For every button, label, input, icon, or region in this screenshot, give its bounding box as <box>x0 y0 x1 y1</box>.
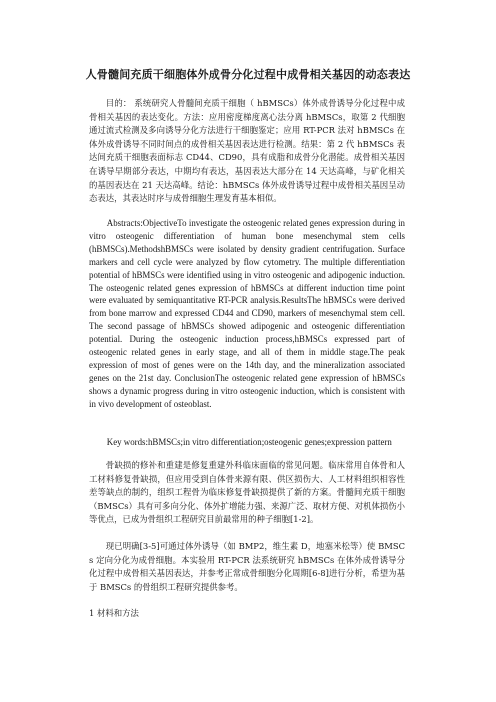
english-abstract: Abstracts:ObjectiveTo investigate the osteogenic related genes expression during in vitro osteogenic differentiation of human bone mesenchymal stem cells (hBMSCs).MethodshBMSCs were isolated by density gradient centrifugation. Surface markers and cell cycle were analyzed by flow cytometry. The multiple differentiation potential of hBMSCs were identified using in vitro osteogenic and adipogenic induction. The osteogenic related genes expression of hBMSCs at different induction time point were evaluated by semiquantitative RT-PCR analysis.ResultsThe hBMSCs were derived from bone marrow and expressed CD44 and CD90, markers of mesenchymal stem cell. The second passage of hBMSCs showed adipogenic and osteogenic differentiation potential. During the osteogenic induction process,hBMSCs expressed part of osteogenic related genes in early stage, and all of them in middle stage.The peak expression of most of genes were on the 14th day, and the mineralization associated genes on the 21st day. ConclusionThe osteogenic related gene expression of hBMSCs shows a dynamic progress during in vitro osteogenic induction, which is consistent with in vivo development of osteoblast. <box>89 218 405 409</box>
paper-title: 人骨髓间充质干细胞体外成骨分化过程中成骨相关基因的动态表达 <box>85 68 411 81</box>
introduction-paragraph: 骨缺损的修补和重建是修复重建外科临床面临的常见问题。临床常用自体骨和人工材料修复骨缺损，但应用受到自体骨来源有限、供区损伤大、人工材料组织相容性差等缺点的制约，组织工程骨为临床修复骨缺损提供了新的方案。骨髓间充质干细胞（BMSCs）具有可多向分化、体外扩增能力强、来源广泛、取材方便、对机体损伤小等优点，已成为骨组织工程研究目前最常用的种子细胞[1-2]。 <box>89 460 405 525</box>
introduction-paragraph: 现已明确[3-5]可通过体外诱导（如 BMP2，维生素 D，地塞米松等）使 BMSCs 定向分化为成骨细胞。本实验用 RT-PCR 法系统研究 hBMSCs 在体外成骨诱导分化过程中成骨相关基因表达，并参考正常成骨细胞分化周期[6-8]进行分析，希望为基于 BMSCs 的骨组织工程研究提供参考。 <box>89 541 405 592</box>
section-heading-methods: 1 材料和方法 <box>89 608 139 618</box>
chinese-abstract: 目的： 系统研究人骨髓间充质干细胞（ hBMSCs）体外成骨诱导分化过程中成骨相关基因的表达变化。方法：应用密度梯度离心法分离 hBMSCs，取第 2 代细胞通过流式检测及多向诱导分化方法进行干细胞鉴定；应用 RT-PCR 法对 hBMSCs 在体外成骨诱导不同时间点的成骨相关基因表达进行检测。结果：第 2 代 hBMSCs 表达间充质干细胞表面标志 CD44、CD90，具有成脂和成骨分化潜能。成骨相关基因在诱导早期部分表达，中期均有表达，基因表达大部分在 14 天达高峰，与矿化相关的基因表达在 21 天达高峰。结论：hBMSCs 体外成骨诱导过程中成骨相关基因呈动态表达，其表达时序与成骨细胞生理发育基本相似。 <box>89 98 405 204</box>
keywords: Key words:hBMSCs;in vitro differentiation;osteogenic genes;expression pattern <box>106 437 392 447</box>
